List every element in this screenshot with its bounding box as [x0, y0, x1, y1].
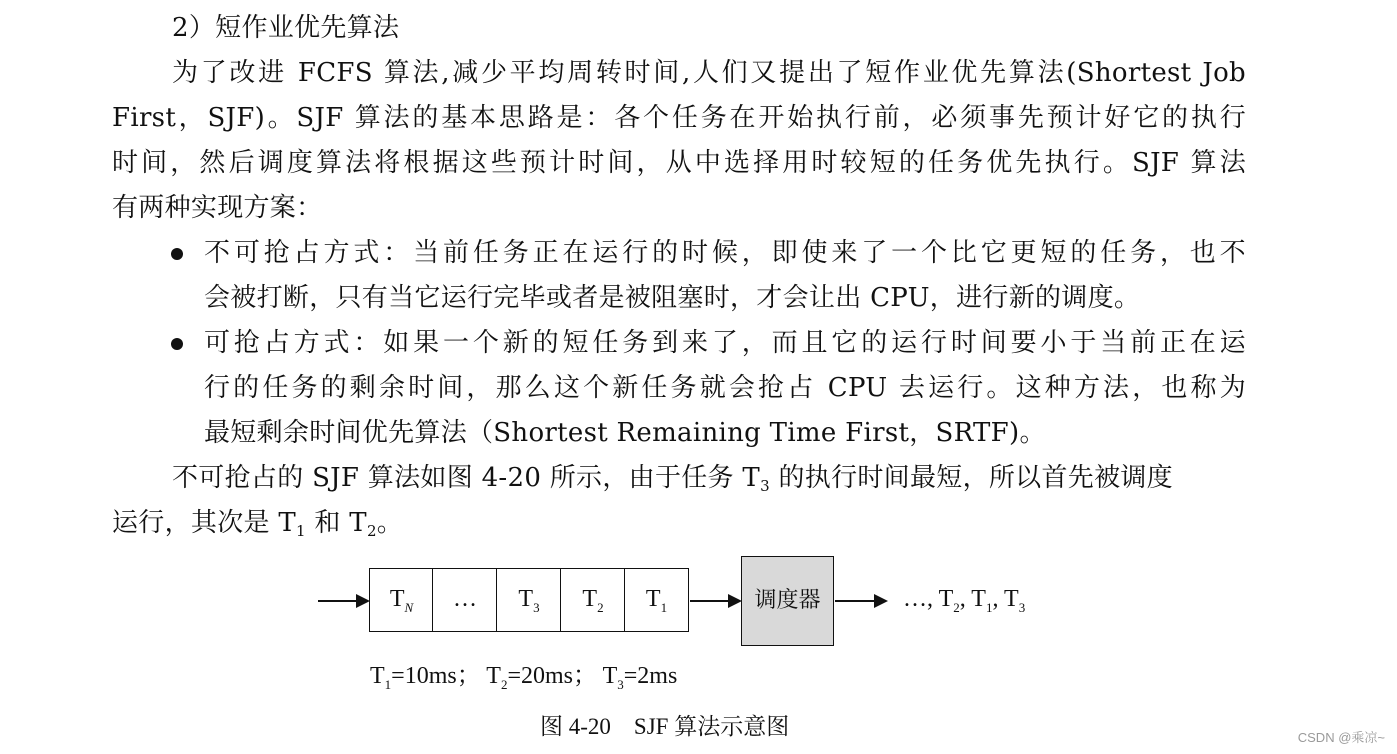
output-order: …, $T_2$, $T_1$, $T_3$ [903, 586, 1026, 615]
bullet-line: 会被打断，只有当它运行完毕或者是被阻塞时，才会让出 CPU，进行新的调度。 [204, 283, 1141, 313]
watermark: CSDN @乘凉~ [1297, 730, 1385, 745]
bullet-line: 不可抢占方式：当前任务正在运行的时候，即使来了一个比它更短的任务，也不 [204, 238, 1246, 268]
queue-cell: $T_2$ [560, 568, 626, 632]
bullet-line: 行的任务的剩余时间，那么这个新任务就会抢占 CPU 去运行。这种方法，也称为 [204, 373, 1246, 403]
bullet-line: 可抢占方式：如果一个新的短任务到来了，而且它的运行时间要小于当前正在运 [204, 328, 1246, 358]
scheduler-box: 调度器 [741, 556, 834, 646]
paragraph-line: First，SJF)。SJF 算法的基本思路是：各个任务在开始执行前，必须事先预计好它的执行 [112, 103, 1246, 133]
paragraph-line: 为了改进 FCFS 算法,减少平均周转时间,人们又提出了短作业优先算法(Shortest Job [172, 58, 1246, 88]
section-heading: 2）短作业优先算法 [172, 13, 400, 43]
paragraph-line: 运行，其次是 $T_1$ 和 $T_2$。 [112, 508, 404, 540]
task-times: $T_1=10ms$； $T_2=20ms$； $T_3=2ms$ [370, 663, 678, 692]
figure-caption: 图 4-20 SJF 算法示意图 [540, 714, 790, 739]
queue-cell: $T_3$ [496, 568, 562, 632]
paragraph-line: 有两种实现方案： [112, 193, 323, 223]
bullet-dot-icon [171, 248, 183, 260]
queue-cell: $T_1$ [624, 568, 689, 632]
paragraph-line: 时间，然后调度算法将根据这些预计时间，从中选择用时较短的任务优先执行。SJF 算法 [112, 148, 1246, 178]
input-arrow-icon [318, 600, 368, 602]
bullet-dot-icon [171, 338, 183, 350]
queue-cell: $T_N$ [369, 568, 434, 632]
queue-cell: … [432, 568, 498, 632]
queue-to-scheduler-arrow-icon [690, 600, 740, 602]
scheduler-output-arrow-icon [835, 600, 886, 602]
bullet-line: 最短剩余时间优先算法（Shortest Remaining Time First，SRTF)。 [204, 418, 1046, 448]
paragraph-line: 不可抢占的 SJF 算法如图 4-20 所示，由于任务 $T_3$ 的执行时间最短，所以首先被调度 [172, 463, 1173, 495]
